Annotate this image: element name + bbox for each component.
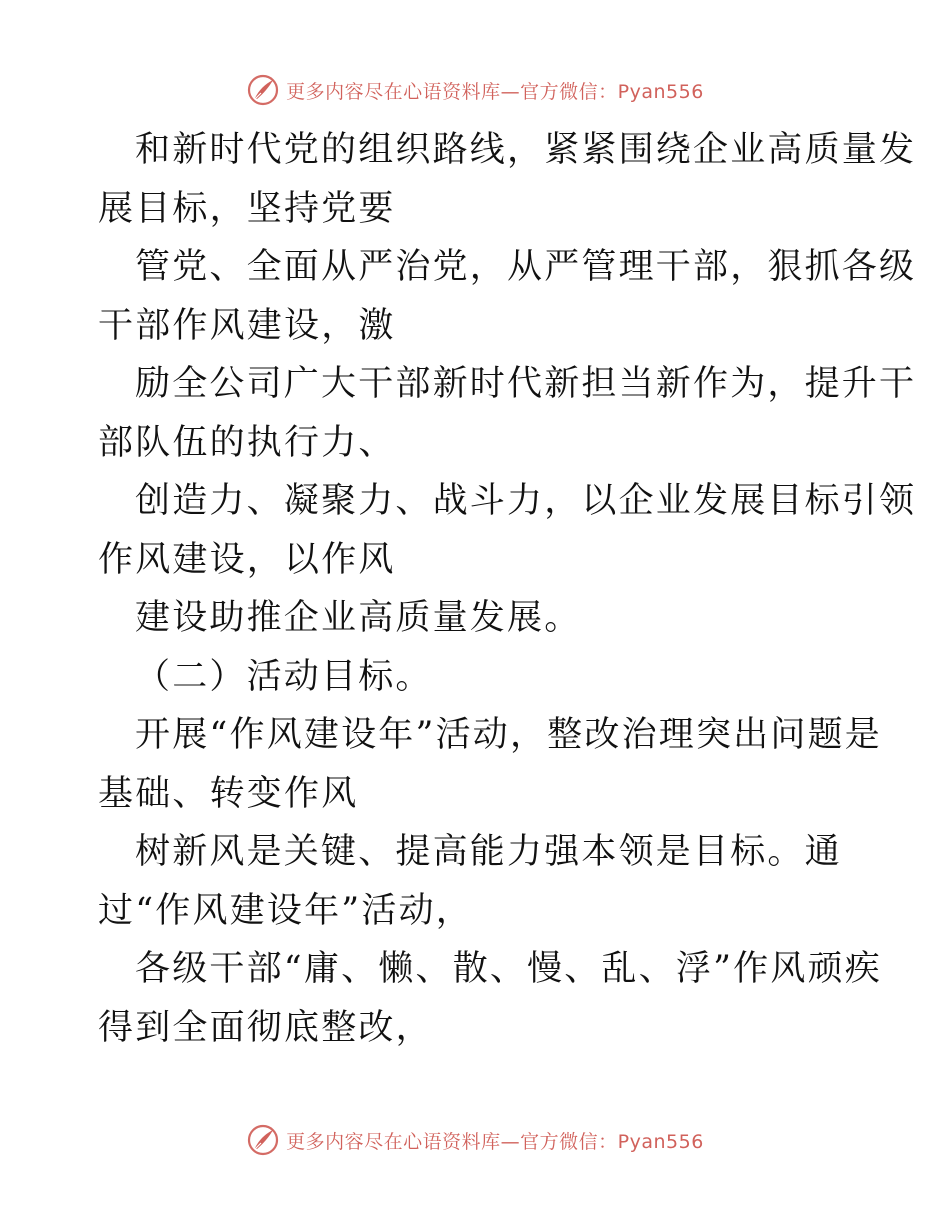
- text-line: 各级干部“庸、懒、散、慢、乱、浮”作风顽疾: [135, 949, 882, 989]
- document-body: [98, 121, 917, 1057]
- header-watermark: [0, 70, 950, 110]
- text-line: 管党、全面从严治党，从严管理干部，狠抓各级: [135, 247, 917, 287]
- quill-logo-icon: [246, 1123, 280, 1157]
- footer-watermark: [0, 1120, 950, 1160]
- text-line: 过“作风建设年”活动，: [98, 890, 473, 931]
- watermark-text: 更多内容尽在心语资料库—官方微信：Pyan556: [286, 80, 704, 103]
- text-line: 创造力、凝聚力、战斗力，以企业发展目标引领: [135, 481, 917, 521]
- text-line: 树新风是关键、提高能力强本领是目标。通: [135, 832, 842, 872]
- section-heading: （二）活动目标。: [135, 656, 433, 697]
- watermark-text: 更多内容尽在心语资料库—官方微信：Pyan556: [286, 1130, 704, 1153]
- text-line: 部队伍的执行力、: [98, 422, 396, 463]
- text-line: 干部作风建设，激: [98, 305, 396, 346]
- text-line: 和新时代党的组织路线，紧紧围绕企业高质量发: [135, 130, 917, 170]
- quill-logo-icon: [246, 73, 280, 107]
- text-line: 建设助推企业高质量发展。: [135, 598, 582, 638]
- text-line: 基础、转变作风: [98, 773, 359, 814]
- text-line: 展目标，坚持党要: [98, 188, 396, 229]
- text-line: 得到全面彻底整改，: [98, 1007, 433, 1048]
- text-line: 开展“作风建设年”活动，整改治理突出问题是: [135, 715, 882, 755]
- text-line: 励全公司广大干部新时代新担当新作为，提升干: [135, 364, 917, 404]
- text-line: 作风建设，以作风: [98, 539, 396, 580]
